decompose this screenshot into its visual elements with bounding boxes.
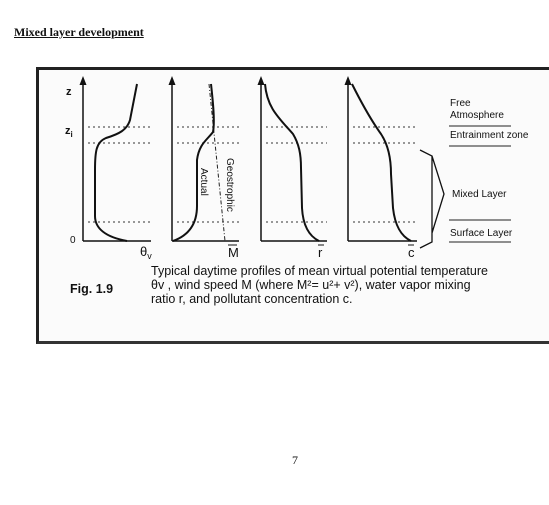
panel-moisture: [258, 76, 328, 260]
z-axis-label: z: [66, 86, 72, 98]
panel-theta-label: $\theta_v$: [140, 244, 152, 261]
panel-wind-label: M: [228, 245, 239, 260]
mixed-layer-bracket: [420, 150, 444, 248]
panel-wind-actual-curve: [173, 84, 214, 241]
page-heading: Mixed layer development: [14, 25, 144, 39]
panel-moisture-label: r: [318, 245, 323, 260]
panel-wind-geostrophic-line: [209, 84, 225, 241]
panel-theta: [80, 76, 154, 261]
figure-caption-line2: θv , wind speed M (where M²= u²+ v²), water vapor mixing: [151, 278, 471, 292]
zero-label: 0: [70, 235, 76, 246]
panel-wind-geostrophic-label: Geostrophic: [224, 158, 235, 212]
panel-theta-profile-curve: [95, 84, 137, 241]
entrainment-zone-label: Entrainment zone: [450, 130, 529, 141]
panel-moisture-profile-curve: [265, 84, 319, 241]
mixed-layer-label: Mixed Layer: [452, 189, 507, 200]
panel-pollutant-y-arrow: [345, 76, 352, 85]
page-number: 7: [292, 453, 298, 467]
figure-caption-label: Fig. 1.9: [70, 282, 114, 296]
panel-wind-actual-label: Actual: [198, 168, 209, 196]
zi-axis-label: $z_i$: [65, 125, 73, 139]
panel-theta-y-arrow: [80, 76, 87, 85]
free-atmosphere-label-line1: Free: [450, 98, 471, 109]
panel-wind-y-arrow: [169, 76, 176, 85]
panel-pollutant: [345, 76, 418, 260]
panel-pollutant-profile-curve: [352, 84, 411, 241]
panel-pollutant-label: c: [408, 245, 415, 260]
figure-caption-line3: ratio r, and pollutant concentration c.: [151, 292, 353, 306]
free-atmosphere-label-line2: Atmosphere: [450, 110, 504, 121]
panel-moisture-y-arrow: [258, 76, 265, 85]
surface-layer-label: Surface Layer: [450, 228, 513, 239]
panel-wind: [169, 76, 242, 260]
profiles-figure: [39, 70, 549, 344]
figure-caption-line1: Typical daytime profiles of mean virtual potential temperature: [151, 264, 488, 278]
figure-frame: [36, 67, 549, 344]
